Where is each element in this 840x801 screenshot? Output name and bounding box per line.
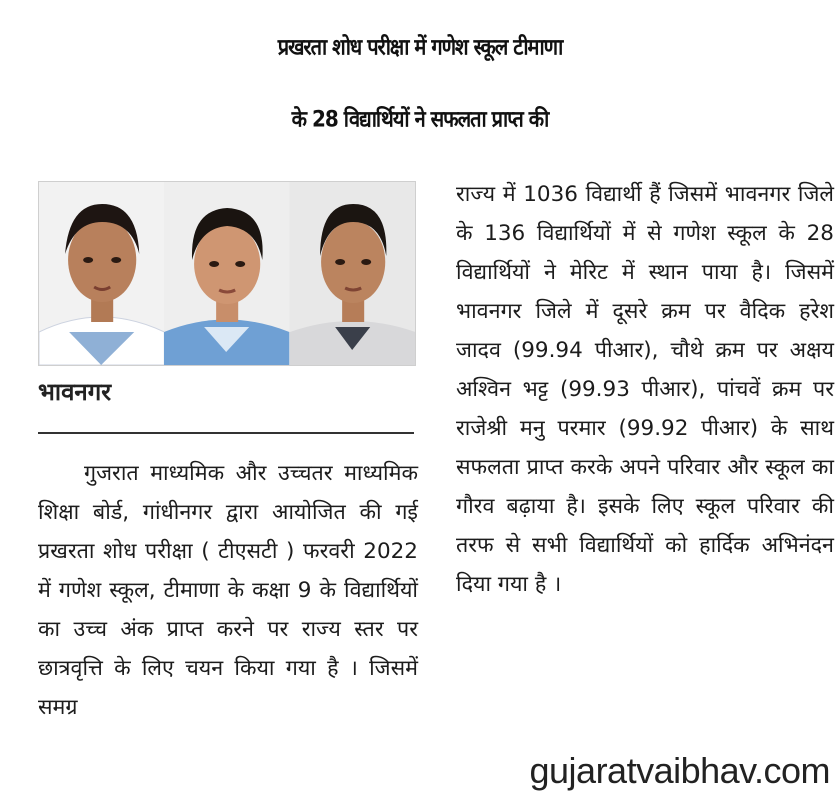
headline-line-1: प्रखरता शोध परीक्षा में गणेश स्कूल टीमाणा: [277, 33, 563, 61]
headline-line-2: के 28 विद्यार्थियों ने सफलता प्राप्त की: [291, 105, 549, 133]
dateline: भावनगर: [38, 378, 112, 406]
source-watermark: gujaratvaibhav.com: [529, 750, 830, 791]
article-column-left: [38, 454, 418, 727]
article-column-right: [456, 175, 834, 604]
student-photo-girl: [39, 182, 164, 365]
divider: [38, 432, 414, 434]
student-photo-boy-2: [290, 182, 415, 365]
headline: [0, 12, 840, 156]
article-paragraph-left: गुजरात माध्यमिक और उच्चतर माध्यमिक शिक्षा बोर्ड, गांधीनगर द्वारा आयोजित की गई प्रखरता शोध परीक्षा ( टीएसटी ) फरवरी 2022 में गणेश स्कूल, टीमाणा के कक्षा 9 के विद्यार्थियों का उच्च अंक प्राप्त करने पर राज्य स्तर पर छात्रवृत्ति के लिए चयन किया गया है । जिसमें समग्र: [38, 461, 418, 720]
article-paragraph-right: राज्य में 1036 विद्यार्थी हैं जिसमें भावनगर जिले के 136 विद्यार्थियों में से गणेश स्कूल के 28 विद्यार्थियों ने मेरिट में स्थान पाया है। जिसमें भावनगर जिले में दूसरे क्रम पर वैदिक हरेश जादव (99.94 पीआर), चौथे क्रम पर अक्षय अश्विन भट्ट (99.93 पीआर), पांचवें क्रम पर राजेश्री मनु परमार (99.92 पीआर) के साथ सफलता प्राप्त करके अपने परिवार और स्कूल का गौरव बढ़ाया है। इसके लिए स्कूल परिवार की तरफ से सभी विद्यार्थियों को हार्दिक अभिनंदन दिया गया है ।: [456, 182, 834, 597]
student-photos: [38, 181, 416, 366]
student-photo-boy-1: [164, 182, 289, 365]
